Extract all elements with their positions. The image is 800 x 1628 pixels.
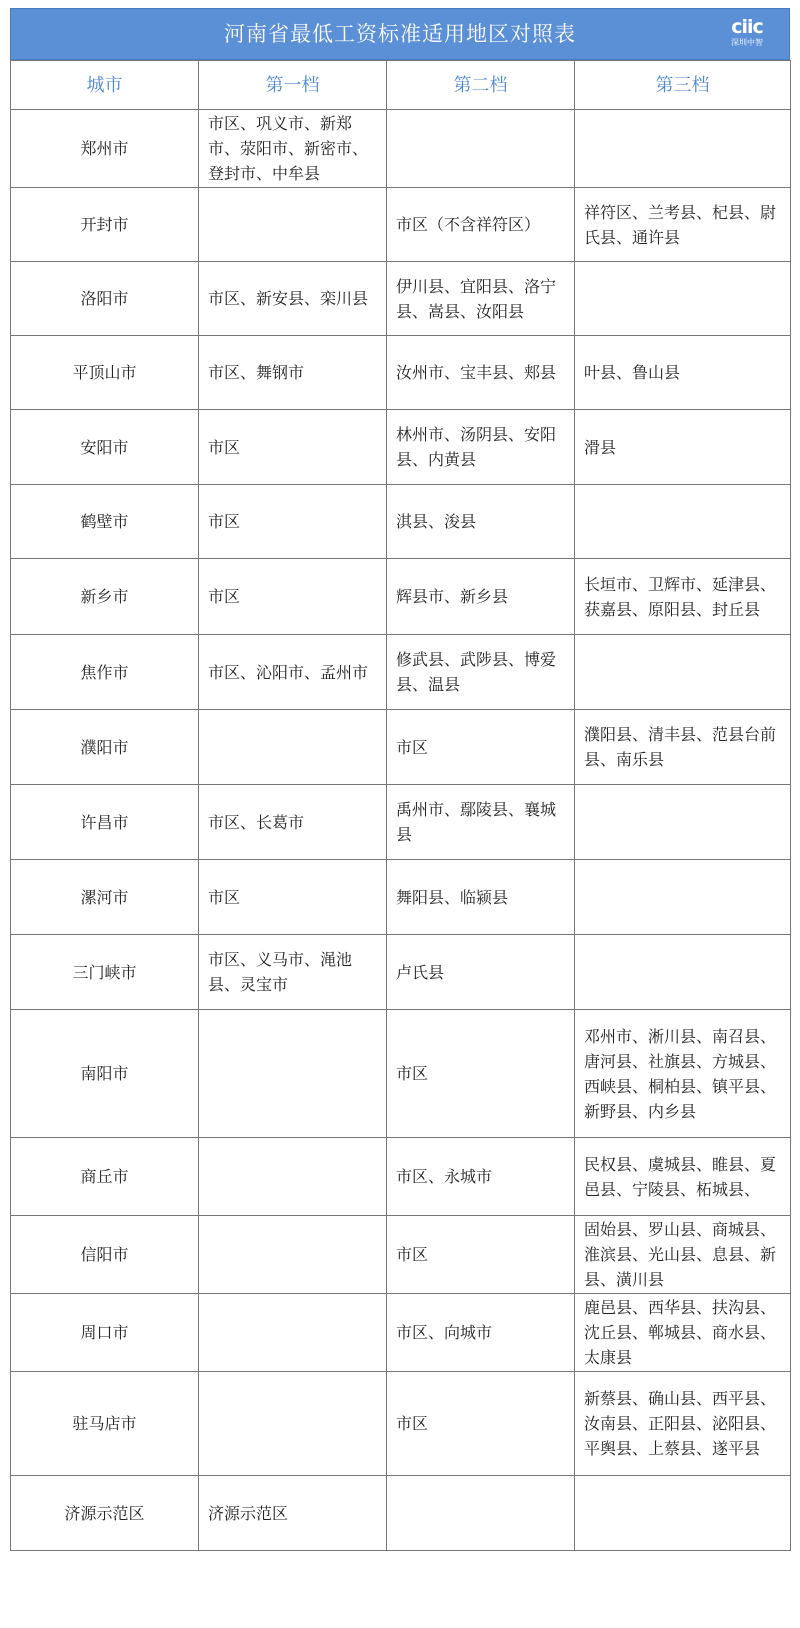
city-cell: 鹤壁市 bbox=[11, 485, 199, 559]
city-cell: 济源示范区 bbox=[11, 1476, 199, 1551]
city-cell: 焦作市 bbox=[11, 635, 199, 710]
table-row bbox=[11, 1216, 791, 1294]
tier3-cell: 新蔡县、确山县、西平县、汝南县、正阳县、泌阳县、平舆县、上蔡县、遂平县 bbox=[575, 1372, 791, 1476]
city-cell: 信阳市 bbox=[11, 1216, 199, 1294]
tier2-cell: 市区 bbox=[387, 1372, 575, 1476]
table-row bbox=[11, 559, 791, 635]
tier3-cell: 固始县、罗山县、商城县、淮滨县、光山县、息县、新县、潢川县 bbox=[575, 1216, 791, 1294]
tier1-cell: 市区 bbox=[199, 860, 387, 935]
page-title: 河南省最低工资标准适用地区对照表 bbox=[224, 22, 576, 46]
tier1-cell: 市区 bbox=[199, 559, 387, 635]
table-row bbox=[11, 860, 791, 935]
table-row bbox=[11, 410, 791, 485]
table-row bbox=[11, 785, 791, 860]
tier1-cell: 市区 bbox=[199, 410, 387, 485]
logo-subtitle: 深圳中智 bbox=[731, 38, 763, 47]
tier3-cell: 邓州市、淅川县、南召县、唐河县、社旗县、方城县、西峡县、桐柏县、镇平县、新野县、内乡县 bbox=[575, 1010, 791, 1138]
table-row bbox=[11, 1294, 791, 1372]
city-cell: 洛阳市 bbox=[11, 262, 199, 336]
tier2-cell: 市区、向城市 bbox=[387, 1294, 575, 1372]
city-cell: 周口市 bbox=[11, 1294, 199, 1372]
city-cell: 商丘市 bbox=[11, 1138, 199, 1216]
tier3-cell bbox=[575, 262, 791, 336]
city-cell: 南阳市 bbox=[11, 1010, 199, 1138]
tier3-cell bbox=[575, 935, 791, 1010]
tier2-cell: 林州市、汤阴县、安阳县、内黄县 bbox=[387, 410, 575, 485]
table-row bbox=[11, 110, 791, 188]
tier2-cell: 市区、永城市 bbox=[387, 1138, 575, 1216]
tier1-cell: 市区、舞钢市 bbox=[199, 336, 387, 410]
city-cell: 驻马店市 bbox=[11, 1372, 199, 1476]
tier3-cell: 鹿邑县、西华县、扶沟县、沈丘县、郸城县、商水县、太康县 bbox=[575, 1294, 791, 1372]
tier2-cell: 汝州市、宝丰县、郏县 bbox=[387, 336, 575, 410]
tier3-cell bbox=[575, 110, 791, 188]
tier1-cell bbox=[199, 1216, 387, 1294]
tier1-cell: 市区、长葛市 bbox=[199, 785, 387, 860]
tier2-cell: 市区 bbox=[387, 710, 575, 785]
tier3-cell: 民权县、虞城县、睢县、夏邑县、宁陵县、柘城县、 bbox=[575, 1138, 791, 1216]
tier2-cell: 修武县、武陟县、博爱县、温县 bbox=[387, 635, 575, 710]
table-row bbox=[11, 485, 791, 559]
column-header-tier1: 第一档 bbox=[199, 61, 387, 110]
tier3-cell: 叶县、鲁山县 bbox=[575, 336, 791, 410]
city-cell: 三门峡市 bbox=[11, 935, 199, 1010]
city-cell: 许昌市 bbox=[11, 785, 199, 860]
tier2-cell: 辉县市、新乡县 bbox=[387, 559, 575, 635]
tier3-cell bbox=[575, 635, 791, 710]
tier2-cell bbox=[387, 110, 575, 188]
column-header-tier2: 第二档 bbox=[387, 61, 575, 110]
table-row bbox=[11, 1372, 791, 1476]
title-banner bbox=[10, 8, 790, 60]
wage-table bbox=[10, 60, 791, 1551]
city-cell: 漯河市 bbox=[11, 860, 199, 935]
city-cell: 平顶山市 bbox=[11, 336, 199, 410]
tier3-cell: 祥符区、兰考县、杞县、尉氏县、通许县 bbox=[575, 188, 791, 262]
tier1-cell: 市区、巩义市、新郑市、荥阳市、新密市、登封市、中牟县 bbox=[199, 110, 387, 188]
tier1-cell: 市区 bbox=[199, 485, 387, 559]
table-row bbox=[11, 935, 791, 1010]
column-header-row bbox=[11, 61, 791, 110]
table-row bbox=[11, 188, 791, 262]
tier2-cell: 市区（不含祥符区） bbox=[387, 188, 575, 262]
tier3-cell: 濮阳县、清丰县、范县台前县、南乐县 bbox=[575, 710, 791, 785]
tier1-cell bbox=[199, 1138, 387, 1216]
tier1-cell bbox=[199, 710, 387, 785]
tier1-cell bbox=[199, 1294, 387, 1372]
table-row bbox=[11, 1010, 791, 1138]
column-header-city: 城市 bbox=[11, 61, 199, 110]
city-cell: 开封市 bbox=[11, 188, 199, 262]
city-cell: 新乡市 bbox=[11, 559, 199, 635]
city-cell: 郑州市 bbox=[11, 110, 199, 188]
table-row bbox=[11, 336, 791, 410]
tier1-cell: 济源示范区 bbox=[199, 1476, 387, 1551]
city-cell: 濮阳市 bbox=[11, 710, 199, 785]
column-header-tier3: 第三档 bbox=[575, 61, 791, 110]
tier3-cell: 长垣市、卫辉市、延津县、获嘉县、原阳县、封丘县 bbox=[575, 559, 791, 635]
tier3-cell: 滑县 bbox=[575, 410, 791, 485]
tier1-cell: 市区、新安县、栾川县 bbox=[199, 262, 387, 336]
tier2-cell: 卢氏县 bbox=[387, 935, 575, 1010]
tier2-cell: 舞阳县、临颍县 bbox=[387, 860, 575, 935]
tier2-cell: 禹州市、鄢陵县、襄城县 bbox=[387, 785, 575, 860]
table-row bbox=[11, 635, 791, 710]
tier2-cell bbox=[387, 1476, 575, 1551]
tier1-cell: 市区、义马市、渑池县、灵宝市 bbox=[199, 935, 387, 1010]
tier1-cell: 市区、沁阳市、孟州市 bbox=[199, 635, 387, 710]
tier3-cell bbox=[575, 1476, 791, 1551]
tier3-cell bbox=[575, 785, 791, 860]
tier1-cell bbox=[199, 188, 387, 262]
city-cell: 安阳市 bbox=[11, 410, 199, 485]
table-row bbox=[11, 710, 791, 785]
tier2-cell: 市区 bbox=[387, 1010, 575, 1138]
table-row bbox=[11, 1476, 791, 1551]
tier3-cell bbox=[575, 485, 791, 559]
tier2-cell: 伊川县、宜阳县、洛宁县、嵩县、汝阳县 bbox=[387, 262, 575, 336]
tier2-cell: 市区 bbox=[387, 1216, 575, 1294]
wage-table-frame bbox=[10, 8, 790, 1551]
table-row bbox=[11, 262, 791, 336]
ciic-logo bbox=[723, 16, 771, 48]
logo-mark: ciic bbox=[731, 16, 763, 38]
tier3-cell bbox=[575, 860, 791, 935]
tier2-cell: 淇县、浚县 bbox=[387, 485, 575, 559]
table-row bbox=[11, 1138, 791, 1216]
tier1-cell bbox=[199, 1010, 387, 1138]
tier1-cell bbox=[199, 1372, 387, 1476]
